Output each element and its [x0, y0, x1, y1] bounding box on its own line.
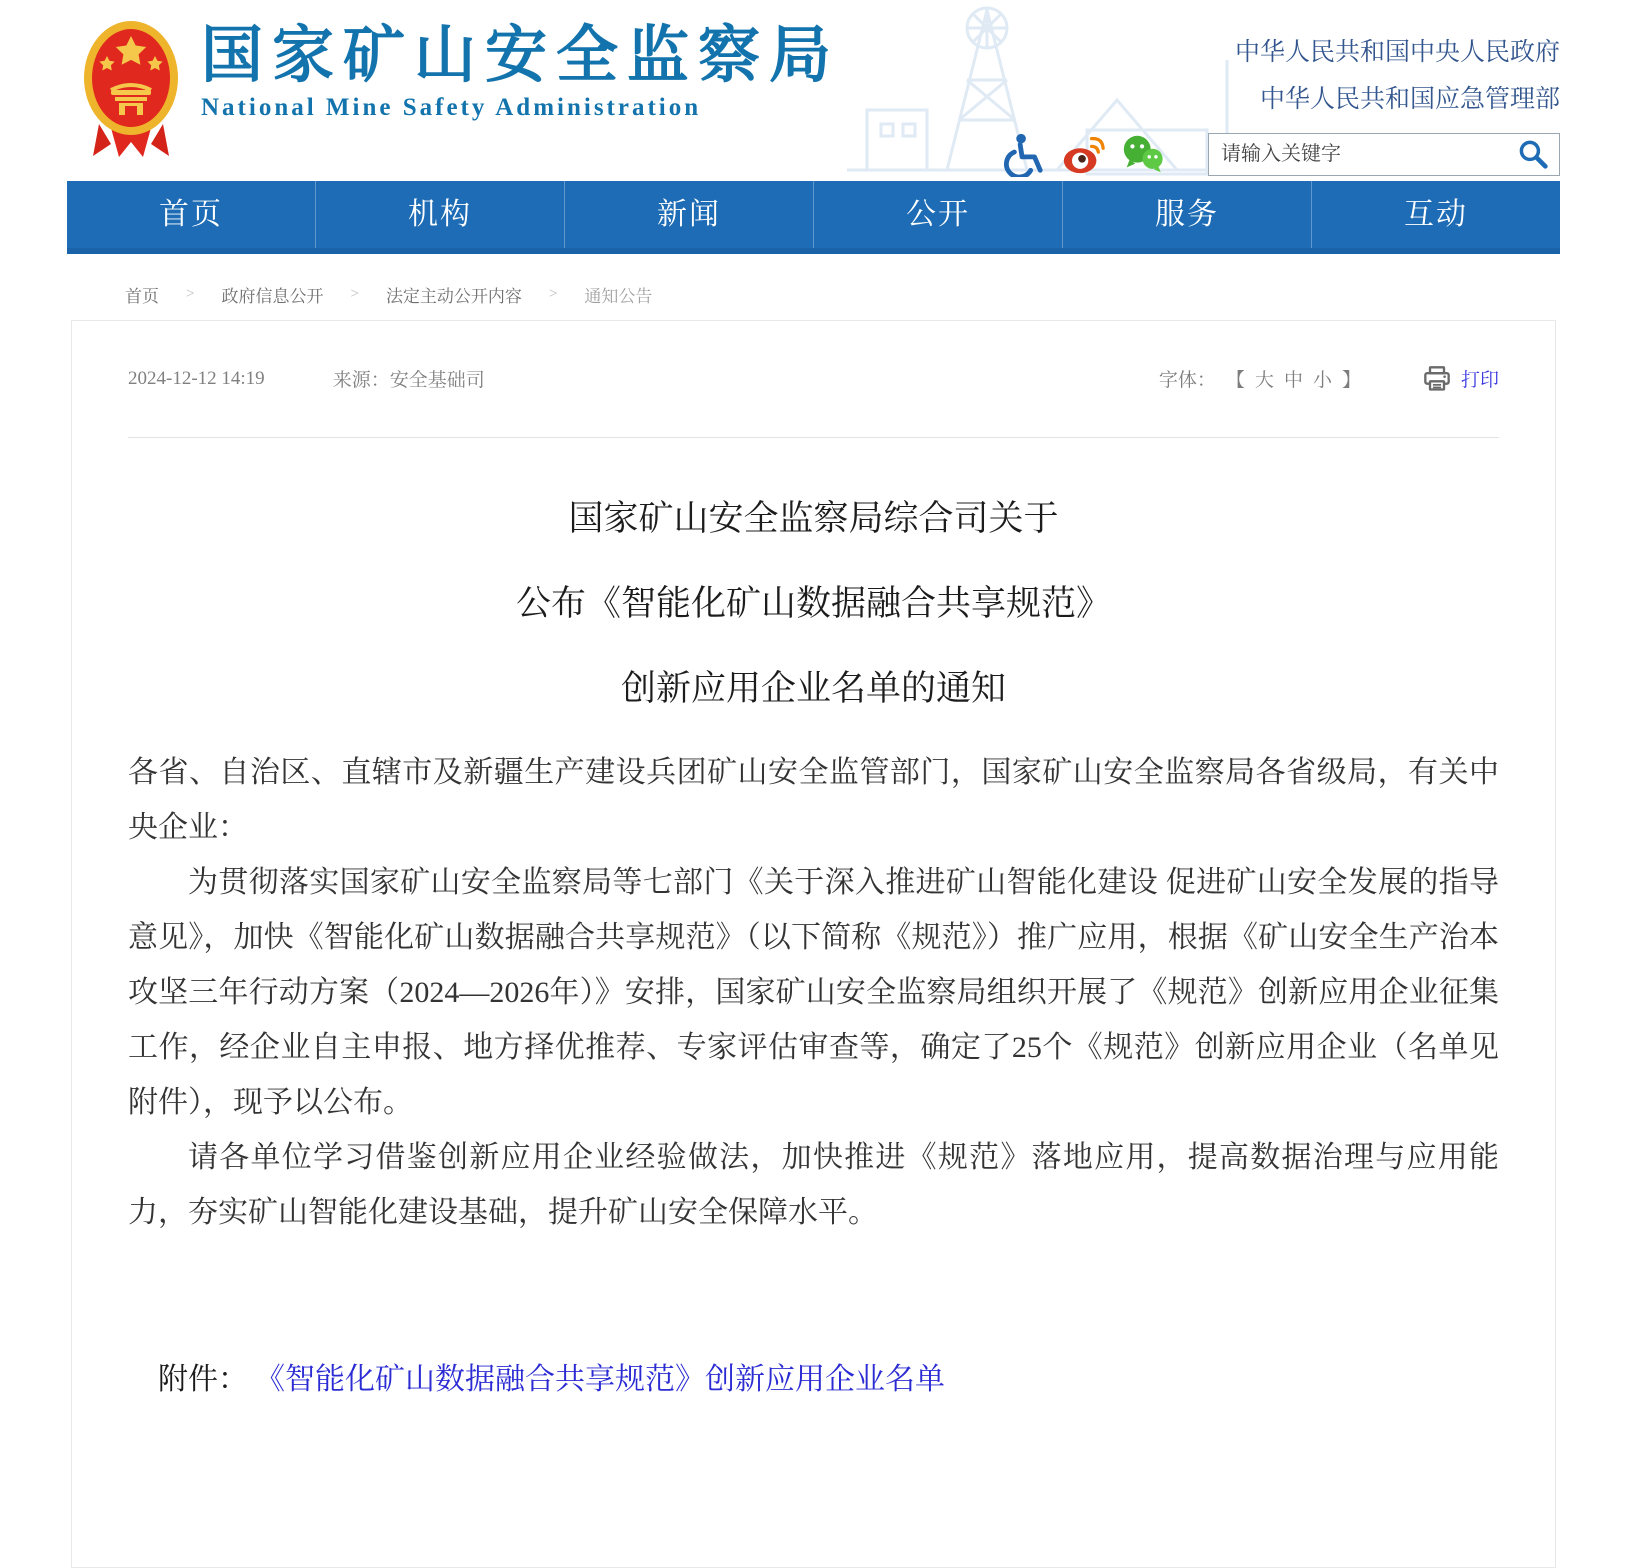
site-title-english: National Mine Safety Administration	[201, 94, 702, 122]
attachment-label: 附件：	[158, 1363, 248, 1396]
breadcrumb-notices-current: 通知公告	[584, 287, 653, 306]
font-size-large-button[interactable]: 大	[1254, 370, 1274, 391]
article-title-line-2: 公布《智能化矿山数据融合共享规范》	[515, 584, 1111, 623]
nav-item-services[interactable]: 服务	[1063, 181, 1312, 248]
search-input[interactable]	[1209, 134, 1507, 175]
page-container	[67, 0, 1560, 1568]
article-source	[333, 365, 485, 392]
main-navigation	[67, 181, 1560, 254]
breadcrumb	[67, 282, 1560, 307]
nav-item-disclosure[interactable]: 公开	[814, 181, 1063, 248]
print-button[interactable]	[1423, 365, 1499, 392]
printer-icon	[1423, 366, 1451, 392]
article-title-line-3: 创新应用企业名单的通知	[620, 669, 1006, 708]
nav-item-organization[interactable]: 机构	[316, 181, 565, 248]
nav-item-interaction[interactable]: 互动	[1404, 198, 1468, 231]
breadcrumb-home[interactable]: 首页	[125, 287, 159, 306]
emergency-ministry-link[interactable]: 中华人民共和国应急管理部	[1259, 86, 1560, 113]
search-box	[1208, 133, 1560, 176]
chevron-right-icon: >	[350, 286, 359, 302]
publish-datetime: 2024-12-12 14:19	[128, 367, 265, 389]
wechat-icon[interactable]	[1120, 131, 1166, 177]
nav-item-news[interactable]: 新闻	[565, 181, 814, 248]
chevron-right-icon: >	[186, 286, 195, 302]
search-button[interactable]	[1507, 134, 1559, 175]
central-government-link[interactable]: 中华人民共和国中央人民政府	[1234, 39, 1560, 66]
article-meta-left	[128, 365, 485, 392]
magnifier-icon	[1516, 137, 1550, 171]
font-size-control	[1159, 365, 1361, 392]
font-size-bracket-close: 】	[1341, 370, 1361, 391]
breadcrumb-gov-info[interactable]: 政府信息公开	[221, 287, 324, 306]
header-right	[940, 32, 1560, 177]
chevron-right-icon: >	[548, 286, 558, 302]
article-paragraph-salutation: 各省、自治区、直辖市及新疆生产建设兵团矿山安全监管部门，国家矿山安全监察局各省级局，有关中央企业：	[128, 756, 1499, 844]
header-tools-row	[940, 131, 1560, 177]
article-meta-right	[1159, 365, 1499, 392]
attachment-row	[128, 1352, 1499, 1407]
site-header	[67, 0, 1560, 181]
font-size-medium-button[interactable]: 中	[1283, 370, 1303, 391]
nav-item-home[interactable]: 首页	[67, 181, 316, 248]
font-size-label: 字体：	[1158, 370, 1216, 391]
national-emblem	[81, 16, 181, 158]
article-paragraph-main: 为贯彻落实国家矿山安全监察局等七部门《关于深入推进矿山智能化建设 促进矿山安全发展的指导意见》，加快《智能化矿山数据融合共享规范》（以下简称《规范》）推广应用，根据《矿山安全生产治本攻坚三年行动方案（2024—2026年）》安排，国家矿山安全监察局组织开展了《规范》创新应用企业征集工作，经企业自主申报、地方择优推荐、专家评估审查等，确定了25个《规范》创新应用企业（名单见附件），现予以公布。	[128, 866, 1499, 1119]
article-body	[128, 745, 1499, 1240]
breadcrumb-legal-disclosure[interactable]: 法定主动公开内容	[385, 287, 522, 306]
article-paragraph-request: 请各单位学习借鉴创新应用企业经验做法，加快推进《规范》落地应用，提高数据治理与应用能力，夯实矿山智能化建设基础，提升矿山安全保障水平。	[128, 1141, 1499, 1229]
source-value: 安全基础司	[389, 370, 485, 391]
article-title	[128, 476, 1499, 731]
font-size-bracket-open: 【	[1225, 370, 1245, 391]
attachment-link[interactable]: 《智能化矿山数据融合共享规范》创新应用企业名单	[270, 1363, 945, 1396]
site-logo-home-link[interactable]	[81, 16, 840, 158]
article-meta-row	[128, 365, 1499, 392]
article-box	[71, 320, 1556, 1568]
weibo-icon[interactable]	[1060, 131, 1106, 177]
site-titles	[201, 16, 840, 158]
government-links	[940, 32, 1560, 115]
article-title-line-1: 国家矿山安全监察局综合司关于	[568, 499, 1059, 538]
source-label: 来源：	[332, 370, 390, 391]
site-title-chinese: 国家矿山安全监察局	[201, 22, 841, 90]
wheelchair-accessibility-icon[interactable]	[1000, 131, 1046, 177]
print-label: 打印	[1460, 370, 1499, 391]
font-size-small-button[interactable]: 小	[1312, 370, 1332, 391]
meta-divider	[128, 437, 1499, 438]
